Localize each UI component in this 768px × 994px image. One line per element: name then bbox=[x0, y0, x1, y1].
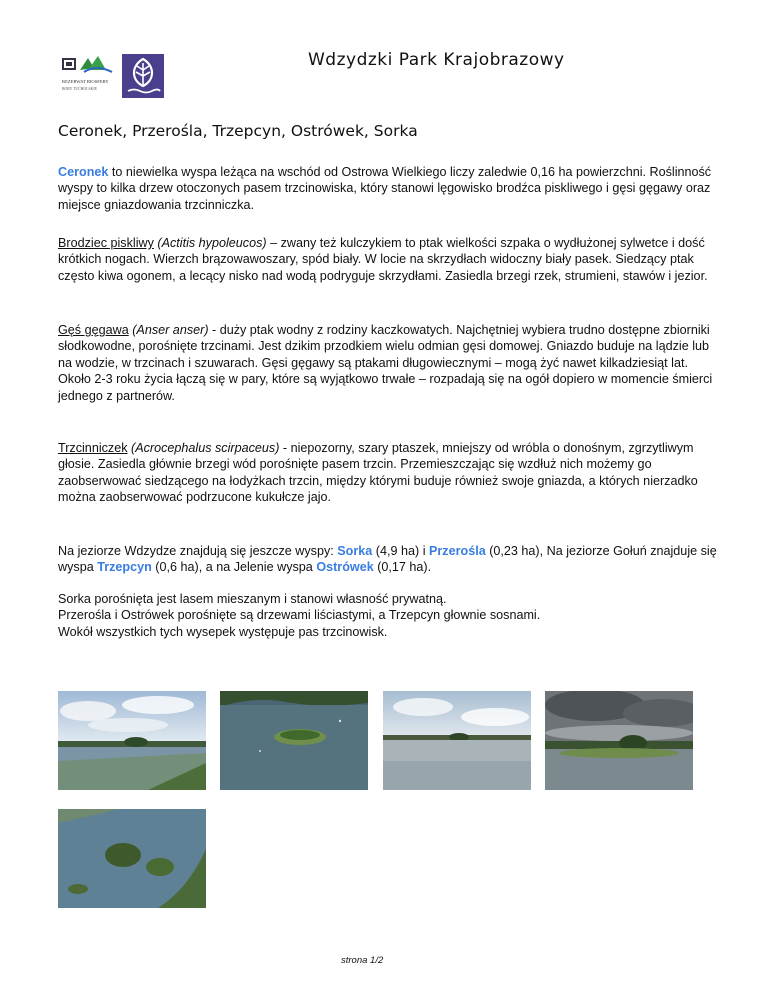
header-logos bbox=[62, 54, 166, 98]
paragraph-ges bbox=[58, 322, 718, 404]
islands-text-1: Na jeziorze Wdzydze znajdują się jeszcze wyspy: bbox=[58, 544, 338, 558]
latin-name-trzcinniczek: (Acrocephalus scirpaceus) bbox=[131, 441, 280, 455]
photo-lake-view-2 bbox=[383, 691, 531, 790]
island-name-ceronek: Ceronek bbox=[58, 165, 109, 179]
species-name-brodziec: Brodziec piskliwy bbox=[58, 236, 154, 250]
photo-island-storm bbox=[545, 691, 693, 790]
island-name-ostrowek: Ostrówek bbox=[316, 560, 374, 575]
photo-lake-view-1 bbox=[58, 691, 206, 790]
vegetation-line-3: Wokół wszystkich tych wysepek występuje pas trzcinowisk. bbox=[58, 624, 388, 639]
vegetation-line-1: Sorka porośnięta jest lasem mieszanym i stanowi własność prywatną. bbox=[58, 592, 447, 606]
page-number: strona 1/2 bbox=[341, 955, 384, 966]
island-name-sorka: Sorka bbox=[337, 544, 373, 558]
photo-islands-aerial-2 bbox=[58, 809, 206, 908]
document-title: Wdzydzki Park Krajobrazowy bbox=[308, 50, 565, 70]
biosphere-reserve-logo bbox=[62, 54, 120, 98]
species-name-ges: Gęś gęgawa bbox=[58, 323, 129, 337]
paragraph-islands bbox=[58, 543, 718, 576]
photo-island-aerial-1 bbox=[220, 691, 368, 790]
islands-text-3: (0,23 ha), Na jeziorze Gołuń znajduje się wyspa bbox=[58, 544, 717, 575]
ges-text: - duży ptak wodny z rodziny kaczkowatych. Najchętniej wybiera trudno dostępne zbiorniki słodkowodne, porośnięte trzcinami. Jest dzikim przodkiem wielu odmian gęsi domowej. Gniazdo buduje na lądzie lub na wodzie, w trzcinach i szuwarach. Gęsi gęgawy są ptakami długowiecznymi – mogą żyć nawet kilkadziesiąt lat. Około 2-3 roku życia łączą się w pary, które są wyjątkowo trwałe – rozpadają się na ogół dopiero w momencie śmierci jednego z partnerów. bbox=[58, 323, 713, 403]
trzcinniczek-text: - niepozorny, szary ptaszek, mniejszy od wróbla o donośnym, zgrzytliwym głosie. Zasiedla głównie brzegi wód porośnięte pasem trzcin. Przemieszczając się wzdłuż nich możemy go zaobserwować siedzącego na łodyżkach trzcin, między którymi buduje również swoje gniazda, a których nierzadko można zaobserwować podrzucone kukułcze jajo. bbox=[58, 441, 698, 505]
islands-text-5: (0,17 ha). bbox=[373, 560, 432, 575]
islands-text-2: (4,9 ha) i bbox=[372, 544, 429, 558]
paragraph-trzcinniczek bbox=[58, 440, 718, 506]
paragraph-vegetation bbox=[58, 591, 718, 640]
islands-text-4: (0,6 ha), a na Jelenie wyspa bbox=[151, 560, 317, 575]
paragraph-brodziec bbox=[58, 235, 718, 284]
park-leaf-logo bbox=[122, 54, 164, 98]
island-name-trzepcyn: Trzepcyn bbox=[97, 560, 152, 575]
latin-name-ges: (Anser anser) bbox=[132, 323, 209, 337]
vegetation-line-2: Przerośla i Ostrówek porośnięte są drzewami liściastymi, a Trzepcyn głownie sosnami. bbox=[58, 608, 541, 623]
latin-name-brodziec: (Actitis hypoleucos) bbox=[157, 236, 267, 250]
brodziec-text: – zwany też kulczykiem to ptak wielkości szpaka o wydłużonej sylwetce i dość krótkich nogach. Wierzch brązowawoszary, spód biały. W locie na skrzydłach widoczny biały pasek. Siedzący ptak często kiwa ogonem, a lecący nisko nad wodą podryguje skrzydłami. Zasiedla brzegi rzek, strumieni, stawów i jezior. bbox=[58, 236, 708, 283]
ceronek-text: to niewielka wyspa leżąca na wschód od Ostrowa Wielkiego liczy zaledwie 0,16 ha powierzchni. Roślinność wyspy to kilka drzew otoczonych pasem trzcinowiska, który stanowi lęgowisko brodźca piskliwego i gęsi gęgawy oraz miejsce gniazdowania trzcinniczka. bbox=[58, 165, 712, 212]
species-name-trzcinniczek: Trzcinniczek bbox=[58, 441, 128, 455]
logo-text-1: REZERWAT BIOSFERY bbox=[62, 79, 109, 84]
paragraph-ceronek bbox=[58, 164, 718, 213]
logo-text-2: BORY TUCHOLSKIE bbox=[62, 87, 97, 91]
section-title: Ceronek, Przerośla, Trzepcyn, Ostrówek, Sorka bbox=[58, 122, 418, 140]
island-name-przerosla: Przerośla bbox=[429, 544, 486, 558]
